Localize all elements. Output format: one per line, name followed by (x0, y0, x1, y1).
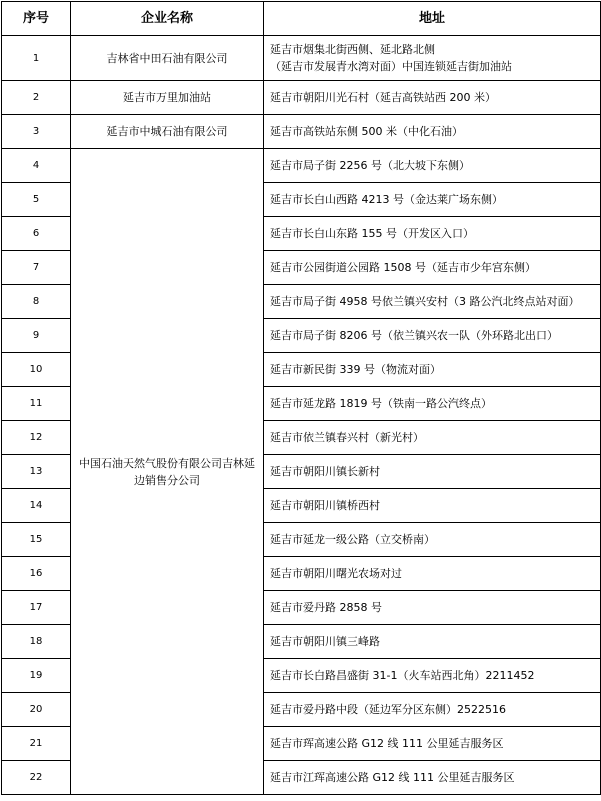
row-address: 延吉市长白山东路 155 号（开发区入口） (264, 217, 601, 251)
row-num: 17 (2, 591, 71, 625)
row-num: 22 (2, 761, 71, 795)
row-address: 延吉市朝阳川光石村（延吉高铁站西 200 米） (264, 81, 601, 115)
table-row (2, 149, 601, 183)
row-address: 延吉市公园街道公园路 1508 号（延吉市少年宫东侧） (264, 251, 601, 285)
merged-company-cell: 中国石油天然气股份有限公司吉林延边销售分公司 (71, 149, 264, 795)
row-num: 19 (2, 659, 71, 693)
row-address: 延吉市长白路昌盛街 31-1（火车站西北角）2211452 (264, 659, 601, 693)
row-address: 延吉市新民街 339 号（物流对面） (264, 353, 601, 387)
row-address (264, 36, 601, 81)
table-row (2, 81, 601, 115)
header-num: 序号 (2, 2, 71, 36)
row-address: 延吉市江珲高速公路 G12 线 111 公里延吉服务区 (264, 761, 601, 795)
row-address: 延吉市珲高速公路 G12 线 111 公里延吉服务区 (264, 727, 601, 761)
row-address: 延吉市局子街 2256 号（北大坡下东侧） (264, 149, 601, 183)
row-num: 10 (2, 353, 71, 387)
row-company: 延吉市万里加油站 (71, 81, 264, 115)
row-num: 7 (2, 251, 71, 285)
row-num: 4 (2, 149, 71, 183)
row-num: 11 (2, 387, 71, 421)
row-num: 16 (2, 557, 71, 591)
row-address: 延吉市延龙一级公路（立交桥南） (264, 523, 601, 557)
row-num: 14 (2, 489, 71, 523)
row-num: 15 (2, 523, 71, 557)
address-line: （延吉市发展青水湾对面）中国连锁延吉街加油站 (270, 60, 512, 73)
row-num: 13 (2, 455, 71, 489)
row-address: 延吉市朝阳川镇长新村 (264, 455, 601, 489)
row-num: 18 (2, 625, 71, 659)
row-num: 9 (2, 319, 71, 353)
row-num: 5 (2, 183, 71, 217)
row-address: 延吉市朝阳川镇桥西村 (264, 489, 601, 523)
row-address: 延吉市爱丹路 2858 号 (264, 591, 601, 625)
row-num: 1 (2, 36, 71, 81)
enterprise-address-table (1, 1, 601, 795)
row-address: 延吉市长白山西路 4213 号（金达莱广场东侧） (264, 183, 601, 217)
table-row (2, 115, 601, 149)
table-row (2, 36, 601, 81)
row-address: 延吉市依兰镇春兴村（新光村） (264, 421, 601, 455)
row-address: 延吉市爱丹路中段（延边军分区东侧）2522516 (264, 693, 601, 727)
row-num: 8 (2, 285, 71, 319)
row-address: 延吉市局子街 4958 号依兰镇兴安村（3 路公汽北终点站对面） (264, 285, 601, 319)
row-num: 20 (2, 693, 71, 727)
row-address: 延吉市高铁站东侧 500 米（中化石油） (264, 115, 601, 149)
header-company: 企业名称 (71, 2, 264, 36)
header-address: 地址 (264, 2, 601, 36)
row-num: 2 (2, 81, 71, 115)
row-company: 延吉市中城石油有限公司 (71, 115, 264, 149)
row-address: 延吉市延龙路 1819 号（铁南一路公汽终点） (264, 387, 601, 421)
row-num: 6 (2, 217, 71, 251)
row-address: 延吉市局子街 8206 号（依兰镇兴农一队（外环路北出口） (264, 319, 601, 353)
row-company: 吉林省中田石油有限公司 (71, 36, 264, 81)
address-line: 延吉市烟集北街西侧、延北路北侧 (270, 43, 435, 56)
row-address: 延吉市朝阳川曙光农场对过 (264, 557, 601, 591)
row-address: 延吉市朝阳川镇三峰路 (264, 625, 601, 659)
row-num: 12 (2, 421, 71, 455)
row-num: 3 (2, 115, 71, 149)
table-header-row (2, 2, 601, 36)
row-num: 21 (2, 727, 71, 761)
